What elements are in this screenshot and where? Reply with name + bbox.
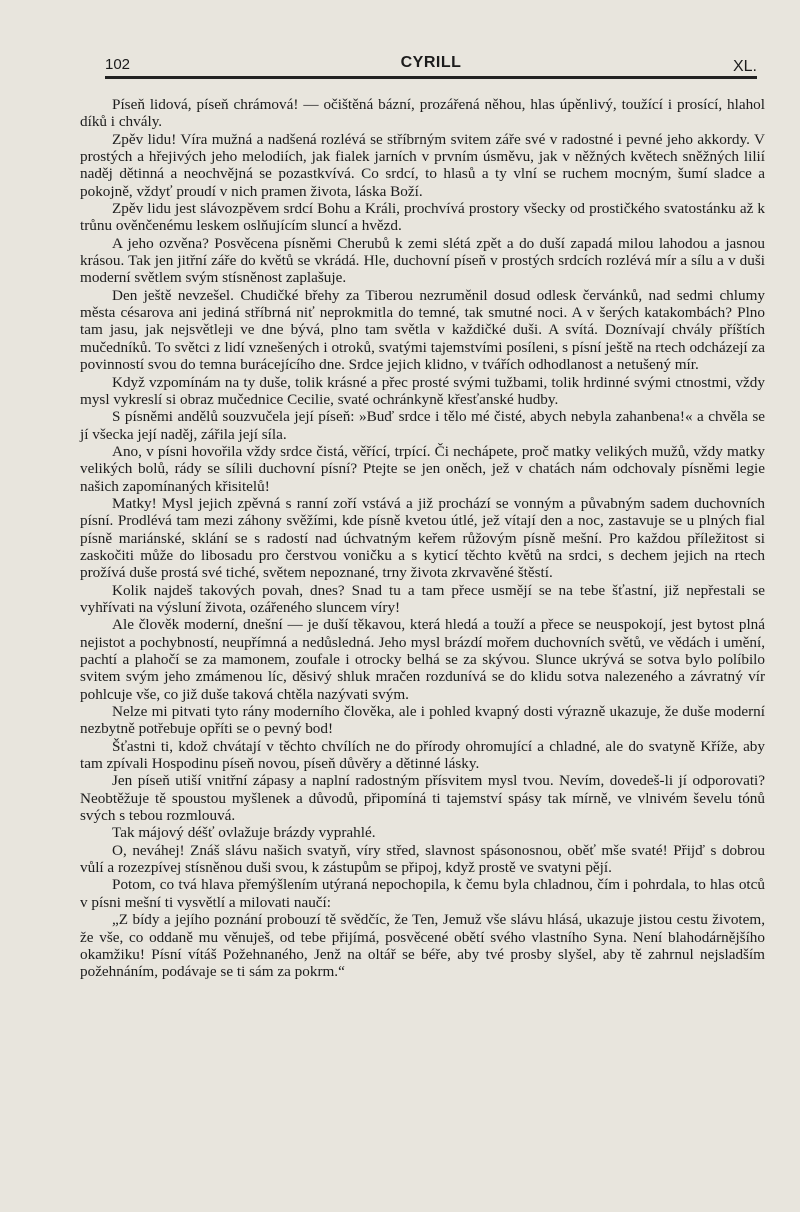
journal-title: CYRILL: [400, 54, 462, 71]
paragraph: Den ještě nevzešel. Chudičké břehy za Tiberou nezruměnil dosud odlesk červánků, nad sedmi chlumy města césarova ani jediná stříbrná niť neprokmitla do temné, tak smutné noci. A v šerých katakombách? Plno tam jasu, jak nejsvětleji ve dne bývá, plno tam světla v každičké duši. A svítá. Doznívají chvály příštích mučedníků. To světci z lidí vznešených i otroků, svatými tajemstvími posíleni, s písní ještě na rtech odcházejí za povinností svou do temna burácejícího dne. Srdce jejich klidno, v tvářích odhodlanost a netušený mír.: [80, 286, 765, 374]
header-rule: [105, 76, 757, 79]
paragraph: Matky! Mysl jejich zpěvná s ranní zoří vstává a již prochází se vonným a půvabným sadem duchovních písní. Prodlévá tam mezi záhony svěžími, kde písně kvetou útlé, jež vítají den a noc, zastavuje se u plných fial písně mariánské, sklání se s radostí nad úchvatným keřem růžovým písně mešní. Pro každou příležitost si zaskočiti může do libosadu pro čerstvou voničku a s kyticí těchto květů na srdci, s dechem jejich na rtech prožívá duše prostá své tiché, světem nepoznané, trny života zkrvavěné štěstí.: [80, 494, 765, 582]
page-number: 102: [105, 56, 131, 73]
paragraph: Nelze mi pitvati tyto rány moderního člověka, ale i pohled kvapný dosti výrazně ukazuje, že duše moderní nezbytně potřebuje opříti se o pevný bod!: [80, 703, 765, 738]
paragraph: Píseň lidová, píseň chrámová! — očištěná bázní, prozářená něhou, hlas úpěnlivý, toužící i prosící, hlahol díků i chvály.: [80, 96, 765, 131]
paragraph: Zpěv lidu! Víra mužná a nadšená rozlévá se stříbrným svitem záře své v radostné i pevné jeho akkordy. V prostých a hřejivých jeho melodiích, jak fialek jarních v prvním úsměvu, jak v něžných květech sněžných lilií naděj dětinná a neochvějná se pozastkvívá. Co srdcí, to hlasů a ty vlní se ruchem mocným, šumí sladce a pokojně, vždyť proudí v nich pramen života, láska Boží.: [80, 130, 765, 200]
paragraph: Zpěv lidu jest slávozpěvem srdcí Bohu a Králi, prochvívá prostory všecky od prostičkého svatostánku až k trůnu ověnčenému leskem oslňujícím sluncí a hvězd.: [80, 200, 765, 235]
paragraph: Potom, co tvá hlava přemýšlením utýraná nepochopila, k čemu byla chladnou, čím i pohrdala, to hlas otců v písni mešní ti vysvětlí a milovati naučí:: [80, 876, 765, 911]
paragraph: Ale člověk moderní, dnešní — je duší těkavou, která hledá a touží a přece se neuspokojí, jest bytost plná nejistot a pochybností, neupřímná a nedůsledná. Jeho mysl brázdí mořem duchovních světů, ve vědách i umění, pachtí a plahočí se za mamonem, zoufale i otrocky belhá se za skývou. Slunce ukrývá se sotva bylo políbilo svitem svým jeho zmámenou líc, děsivý shluk mračen rozdunívá se do klidu sotva nalezeného a závratný vír pohlcuje vše, co již duše taková chtěla nazývati svým.: [80, 616, 765, 703]
paragraph: Když vzpomínám na ty duše, tolik krásné a přec prosté svými tužbami, tolik hrdinné svými ctnostmi, vždy mysl vykreslí si obraz mučednice Cecilie, svaté ochránkyně křesťanské hudby.: [80, 373, 765, 408]
volume-number: XL.: [732, 58, 757, 75]
paragraph: Tak májový déšť ovlažuje brázdy vyprahlé.: [112, 824, 376, 842]
running-header: [105, 54, 757, 76]
paragraph: O, neváhej! Znáš slávu našich svatyň, víry střed, slavnost spásonosnou, oběť mše svaté! Přijď s dobrou vůlí a rozezpívej stísněnou duši svou, k zástupům se připoj, když prostě ve svatyni pějí.: [80, 841, 765, 877]
paragraph: Kolik najdeš takových povah, dnes? Snad tu a tam přece usmějí se na tebe šťastní, již nepřestali se vyhřívati na výsluní života, ozářeného sluncem víry!: [80, 581, 765, 616]
paragraph: „Z bídy a jejího poznání probouzí tě svědčíc, že Ten, Jemuž vše slávu hlásá, ukazuje jistou cestu životem, že vše, co oddaně mu věnuješ, od tebe přijímá, posvěcené obětí svého vlastního Syna. Není blahodárnějšího okamžiku! Písní vítáš Požehnaného, Jenž na oltář se béře, aby tvé prosby slyšel, aby tě zahrnul nejsladším požehnáním, podávaje se ti sám za pokrm.“: [80, 911, 765, 981]
paragraph: A jeho ozvěna? Posvěcena písněmi Cherubů k zemi slétá zpět a do duší zapadá milou lahodou a jasnou krásou. Tak jen jitřní záře do květů se vkrádá. Hle, duchovní píseň v prostých srdcích rozlévá mír a sílu a v duši moderní světlem svým stísněnost zaplašuje.: [80, 234, 765, 287]
paragraph: Ano, v písni hovořila vždy srdce čistá, věřící, trpící. Či nechápete, proč matky velikých mužů, vždy matky velikých bolů, rády se sílili duchovní písní? Ptejte se jen oněch, jež v chatách nám odchovaly písněmi legie našich zapomínaných křisitelů!: [80, 442, 765, 495]
paragraph: S písněmi andělů souzvučela její píseň: »Buď srdce i tělo mé čisté, abych nebyla zahanbena!« a chvěla se jí všecka její naděj, zářila její síla.: [80, 408, 765, 443]
article-body: [80, 96, 765, 981]
paragraph: Šťastni ti, kdož chvátají v těchto chvílích ne do přírody ohromující a chladné, ale do svatyně Kříže, aby tam zpívali Hospodinu píseň novou, píseň důvěry a dětinné lásky.: [80, 737, 765, 773]
paragraph: Jen píseň utiší vnitřní zápasy a naplní radostným přísvitem mysl tvou. Nevím, dovedeš-li jí odporovati? Neobtěžuje tě spoustou myšlenek a důvodů, připomíná ti tajemství spásy tak mírně, ve vlnivém ševelu tónů svých s tebou rozmlouvá.: [80, 772, 765, 825]
